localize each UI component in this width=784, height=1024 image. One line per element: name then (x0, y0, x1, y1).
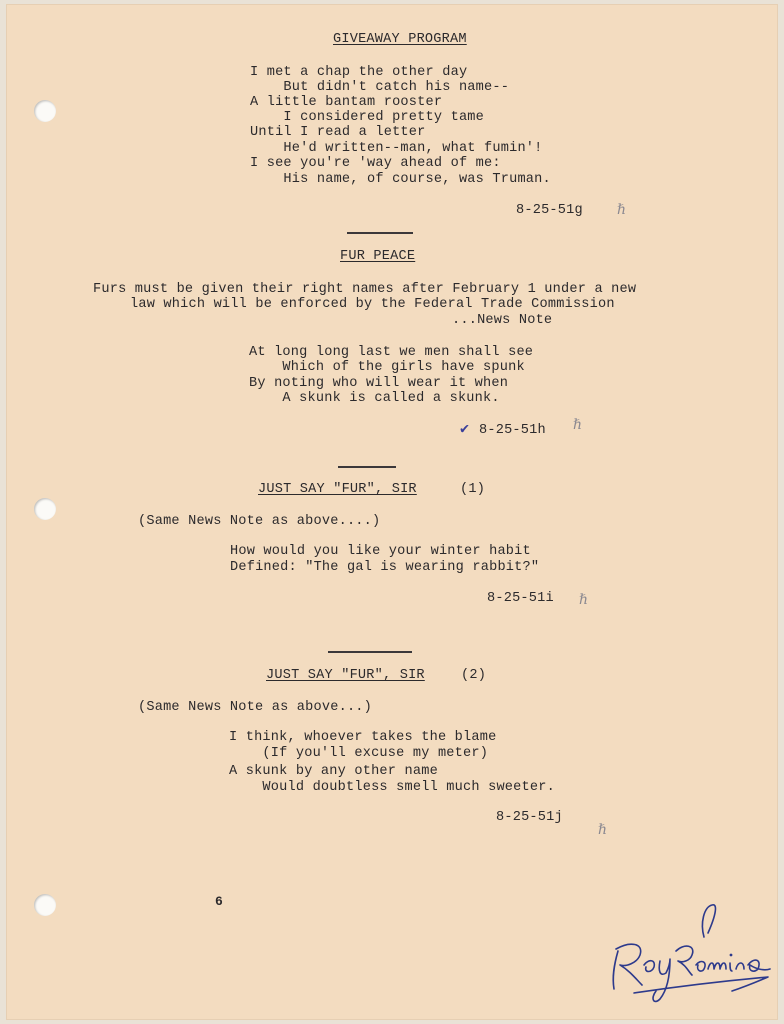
poem-line: Until I read a letter (250, 125, 426, 140)
poem-line: He'd written--man, what fumin'! (250, 141, 543, 156)
initials-mark: ℏ (617, 202, 627, 218)
initials-mark: ℏ (598, 822, 608, 838)
date-code: 8-25-51h (479, 423, 546, 438)
poem-line: I met a chap the other day (250, 65, 468, 80)
section-divider (328, 651, 412, 653)
poem-line: A skunk by any other name (229, 764, 438, 779)
section-number: (1) (460, 482, 486, 497)
date-code: 8-25-51i (487, 591, 554, 606)
section-title: GIVEAWAY PROGRAM (333, 32, 467, 47)
section-title: JUST SAY "FUR", SIR (258, 482, 417, 497)
poem-line: His name, of course, was Truman. (250, 172, 551, 187)
check-mark: ✔ (460, 421, 470, 438)
date-code: 8-25-51j (496, 810, 563, 825)
news-note-line: (Same News Note as above....) (138, 514, 381, 529)
signature-image (604, 899, 774, 1004)
binder-hole (34, 498, 56, 520)
poem-line: A skunk is called a skunk. (249, 391, 500, 406)
page-number: 6 (215, 894, 223, 909)
binder-hole (34, 100, 56, 122)
section-title: FUR PEACE (340, 249, 416, 264)
news-note-source: ...News Note (452, 313, 553, 328)
section-divider (347, 232, 413, 234)
poem-line: But didn't catch his name-- (250, 80, 510, 95)
section-divider (338, 466, 396, 468)
poem-line: I see you're 'way ahead of me: (250, 156, 501, 171)
poem-line: Would doubtless smell much sweeter. (229, 780, 555, 795)
poem-line: I considered pretty tame (250, 110, 485, 125)
poem-line: How would you like your winter habit (230, 544, 531, 559)
news-note-line: (Same News Note as above...) (138, 700, 373, 715)
section-number: (2) (461, 668, 487, 683)
document-page (6, 4, 778, 1020)
news-note-line: law which will be enforced by the Federal Trade Commission (130, 297, 615, 312)
poem-line: By noting who will wear it when (249, 376, 509, 391)
binder-hole (34, 894, 56, 916)
date-code: 8-25-51g (516, 203, 583, 218)
poem-line: I think, whoever takes the blame (229, 730, 497, 745)
poem-line: At long long last we men shall see (249, 345, 534, 360)
section-title: JUST SAY "FUR", SIR (266, 668, 425, 683)
poem-line: (If you'll excuse my meter) (229, 746, 489, 761)
poem-line: Which of the girls have spunk (249, 360, 525, 375)
poem-line: Defined: "The gal is wearing rabbit?" (230, 560, 540, 575)
news-note-line: Furs must be given their right names after February 1 under a new (93, 282, 637, 297)
poem-line: A little bantam rooster (250, 95, 443, 110)
initials-mark: ℏ (579, 592, 589, 608)
initials-mark: ℏ (573, 417, 583, 433)
